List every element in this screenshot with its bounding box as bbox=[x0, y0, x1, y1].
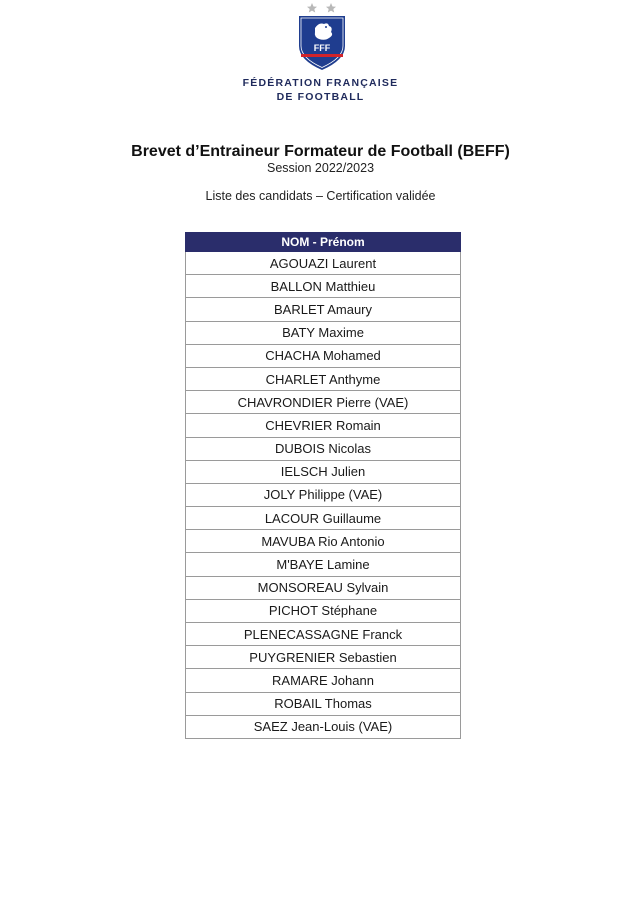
candidate-name: JOLY Philippe (VAE) bbox=[186, 483, 461, 506]
org-name-line2: DE FOOTBALL bbox=[276, 91, 365, 103]
table-row bbox=[186, 367, 461, 390]
candidate-name: CHAVRONDIER Pierre (VAE) bbox=[186, 391, 461, 414]
candidate-name: PUYGRENIER Sebastien bbox=[186, 646, 461, 669]
candidate-name: BARLET Amaury bbox=[186, 298, 461, 321]
candidates-table-container bbox=[185, 232, 461, 739]
table-header-row bbox=[186, 233, 461, 252]
fff-logo bbox=[293, 2, 351, 72]
list-subtitle: Liste des candidats – Certification validée bbox=[205, 189, 436, 203]
candidate-name: M'BAYE Lamine bbox=[186, 553, 461, 576]
candidate-name: MONSOREAU Sylvain bbox=[186, 576, 461, 599]
star-icon bbox=[307, 3, 317, 13]
table-row bbox=[186, 298, 461, 321]
table-row bbox=[186, 507, 461, 530]
candidate-name: CHARLET Anthyme bbox=[186, 367, 461, 390]
candidate-name: SAEZ Jean-Louis (VAE) bbox=[186, 715, 461, 738]
table-row bbox=[186, 275, 461, 298]
table-row bbox=[186, 715, 461, 738]
table-row bbox=[186, 321, 461, 344]
candidate-name: DUBOIS Nicolas bbox=[186, 437, 461, 460]
session-label: Session 2022/2023 bbox=[266, 161, 375, 175]
table-row bbox=[186, 576, 461, 599]
candidates-table bbox=[185, 232, 461, 739]
table-row bbox=[186, 669, 461, 692]
org-name-line1: FÉDÉRATION FRANÇAISE bbox=[242, 77, 399, 89]
table-row bbox=[186, 252, 461, 275]
star-icon bbox=[326, 3, 336, 13]
table-row bbox=[186, 692, 461, 715]
table-row bbox=[186, 483, 461, 506]
table-row bbox=[186, 437, 461, 460]
table-row bbox=[186, 553, 461, 576]
table-row bbox=[186, 646, 461, 669]
table-row bbox=[186, 391, 461, 414]
document-title: Brevet d’Entraineur Formateur de Football (BEFF) bbox=[131, 143, 510, 160]
table-row bbox=[186, 414, 461, 437]
candidate-name: CHEVRIER Romain bbox=[186, 414, 461, 437]
svg-text:FFF: FFF bbox=[313, 43, 331, 53]
table-row bbox=[186, 460, 461, 483]
table-row bbox=[186, 599, 461, 622]
candidate-name: MAVUBA Rio Antonio bbox=[186, 530, 461, 553]
candidate-name: PICHOT Stéphane bbox=[186, 599, 461, 622]
candidate-name: RAMARE Johann bbox=[186, 669, 461, 692]
candidate-name: ROBAIL Thomas bbox=[186, 692, 461, 715]
table-row bbox=[186, 344, 461, 367]
candidate-name: LACOUR Guillaume bbox=[186, 507, 461, 530]
candidate-name: CHACHA Mohamed bbox=[186, 344, 461, 367]
column-header-name: NOM - Prénom bbox=[186, 233, 461, 252]
candidate-name: BATY Maxime bbox=[186, 321, 461, 344]
table-row bbox=[186, 623, 461, 646]
candidate-name: AGOUAZI Laurent bbox=[186, 252, 461, 275]
candidate-name: BALLON Matthieu bbox=[186, 275, 461, 298]
candidate-name: IELSCH Julien bbox=[186, 460, 461, 483]
table-row bbox=[186, 530, 461, 553]
candidate-name: PLENECASSAGNE Franck bbox=[186, 623, 461, 646]
